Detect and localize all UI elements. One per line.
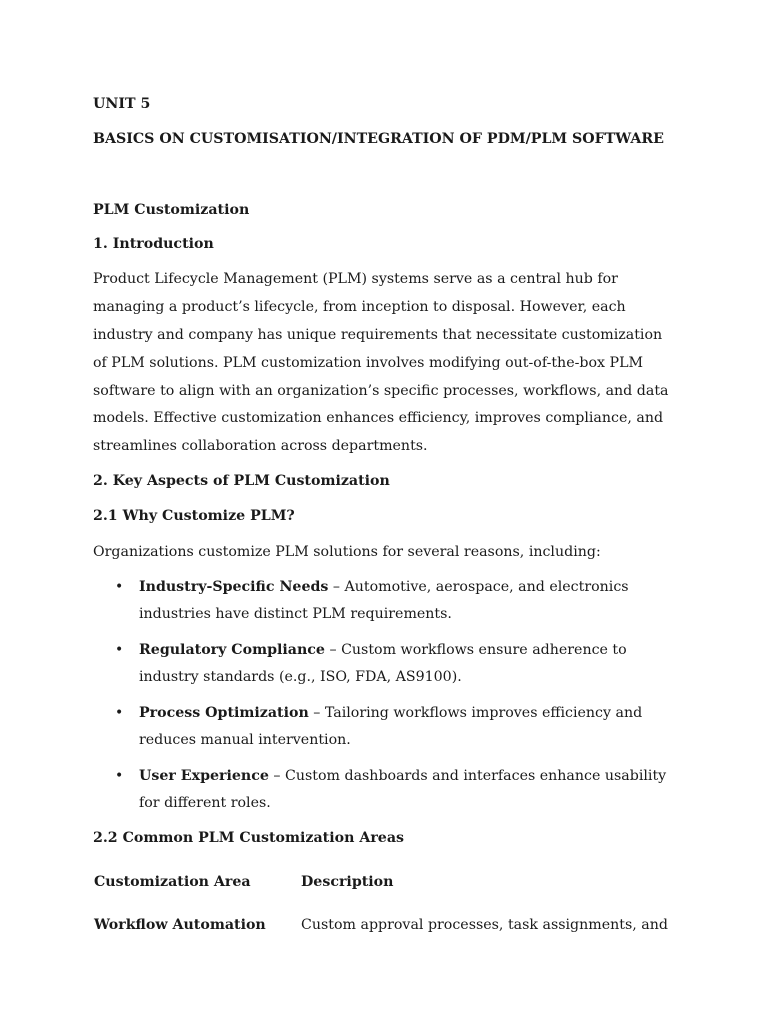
list-item-term: Industry-Specific Needs [139, 579, 329, 595]
table-header-cell: Customization Area [94, 874, 251, 890]
bullet-icon: • [115, 579, 124, 595]
list-item-text: – Automotive, aerospace, and electronics [328, 579, 629, 595]
unit-label: UNIT 5 [93, 96, 151, 112]
list-item-text: industries have distinct PLM requirements. [139, 606, 452, 622]
list-item-text: – Custom workflows ensure adherence to [324, 642, 627, 658]
why-customize-heading: 2.1 Why Customize PLM? [93, 508, 295, 524]
why-customize-intro: Organizations customize PLM solutions for several reasons, including: [93, 544, 601, 560]
list-item-term: Process Optimization [139, 705, 309, 721]
bullet-icon: • [115, 705, 124, 721]
paragraph-line: of PLM solutions. PLM customization involves modifying out-of-the-box PLM [93, 355, 644, 371]
table-cell: Workflow Automation [94, 917, 266, 933]
paragraph-line: Product Lifecycle Management (PLM) systems serve as a central hub for [93, 271, 618, 287]
section-heading: PLM Customization [93, 202, 250, 218]
list-item-text: reduces manual intervention. [139, 732, 351, 748]
paragraph-line: industry and company has unique requirements that necessitate customization [93, 327, 663, 343]
bullet-icon: • [115, 642, 124, 658]
list-item-text: – Custom dashboards and interfaces enhance usability [268, 768, 667, 784]
intro-heading: 1. Introduction [93, 236, 214, 252]
list-item-text: – Tailoring workflows improves efficiency and [308, 705, 643, 721]
paragraph-line: managing a product’s lifecycle, from inception to disposal. However, each [93, 299, 626, 315]
bullet-icon: • [115, 768, 124, 784]
paragraph-line: models. Effective customization enhances efficiency, improves compliance, and [93, 410, 664, 426]
key-aspects-heading: 2. Key Aspects of PLM Customization [93, 473, 390, 489]
table-cell: Custom approval processes, task assignments, and [301, 917, 668, 933]
paragraph-line: software to align with an organization’s specific processes, workflows, and data [93, 383, 669, 399]
table-header-cell: Description [301, 874, 394, 890]
document-title: BASICS ON CUSTOMISATION/INTEGRATION OF PDM/PLM SOFTWARE [93, 131, 664, 147]
list-item-text: for different roles. [139, 795, 271, 811]
paragraph-line: streamlines collaboration across departments. [93, 438, 428, 454]
list-item-term: User Experience [139, 768, 269, 784]
list-item-term: Regulatory Compliance [139, 642, 325, 658]
customization-areas-heading: 2.2 Common PLM Customization Areas [93, 830, 405, 846]
list-item-text: industry standards (e.g., ISO, FDA, AS9100). [139, 669, 462, 685]
